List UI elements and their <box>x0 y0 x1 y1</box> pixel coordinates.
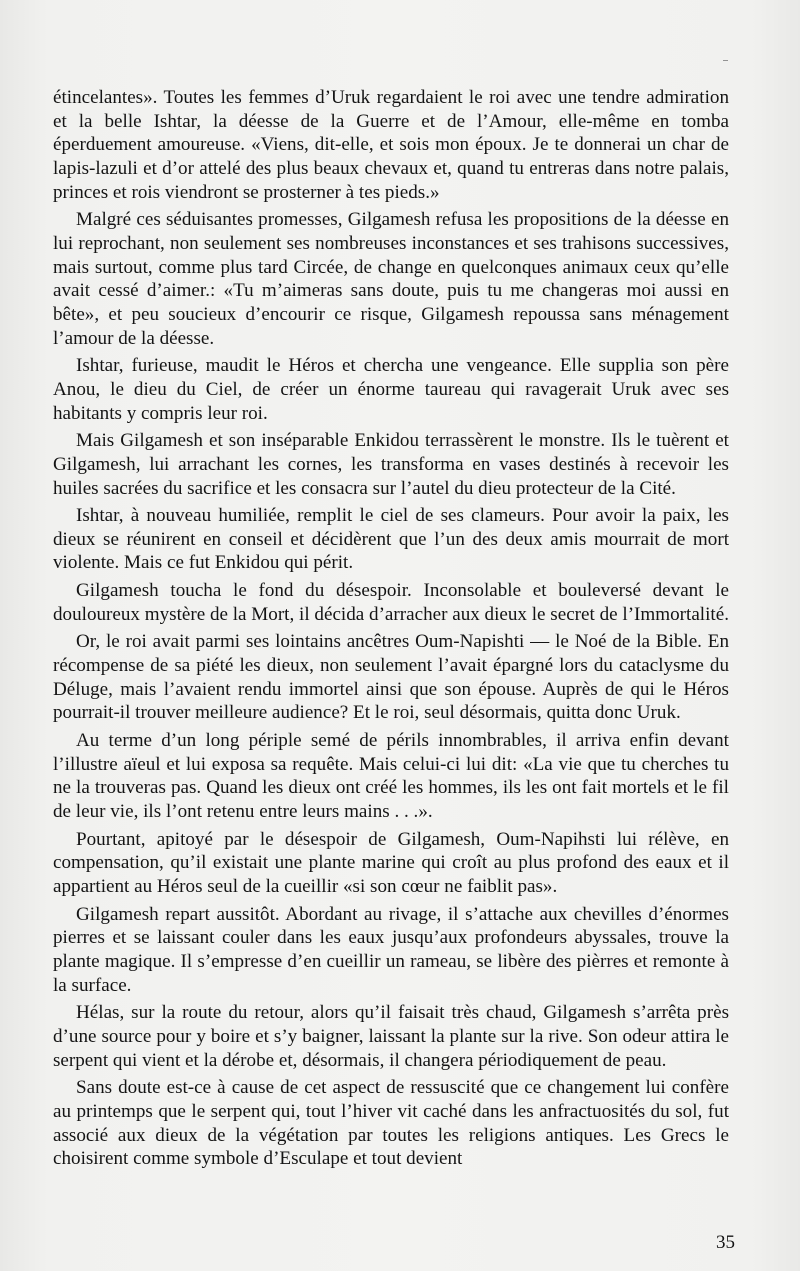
paragraph-5: Ishtar, à nouveau humiliée, remplit le ciel de ses clameurs. Pour avoir la paix, les dieux se réunirent en conseil et décidèrent que l’un des deux amis mourrait de mort violente. Mais ce fut Enkidou qui périt. <box>53 505 729 574</box>
paragraph-7: Or, le roi avait parmi ses lointains ancêtres Oum-Napishti — le Noé de la Bible. En récompense de sa piété les dieux, non seulement l’avait épargné lors du cataclysme du Déluge, mais l’avaient rendu immortel ainsi que son épouse. Auprès de qui le Héros pourrait-il trouver meilleure audience? Et le roi, seul désormais, quitta donc Uruk. <box>53 631 729 724</box>
paragraph-2: Malgré ces séduisantes promesses, Gilgamesh refusa les propositions de la déesse en lui reprochant, non seulement ses nombreuses inconstances et ses trahisons successives, mais surtout, comme plus tard Circée, de change en quelconques animaux ceux qu’elle avait cessé d’aimer.: «Tu m’aimeras sans doute, puis tu me changeras moi aussi en bête», et peu soucieux d’encourir ce risque, Gilgamesh repoussa sans ménagement l’amour de la déesse. <box>53 209 729 349</box>
paragraph-6: Gilgamesh toucha le fond du désespoir. Inconsolable et bouleversé devant le douloureux mystère de la Mort, il décida d’arracher aux dieux le secret de l’Immortalité. <box>53 580 729 625</box>
scan-mark <box>723 60 728 61</box>
paragraph-10: Gilgamesh repart aussitôt. Abordant au rivage, il s’attache aux chevilles d’énormes pierres et se laissant couler dans les eaux jusqu’aux profondeurs abyssales, trouve la plante magique. Il s’empresse d’en cueillir un rameau, se libère des pièrres et remonte à la surface. <box>53 903 729 996</box>
paragraph-8: Au terme d’un long périple semé de périls innombrables, il arriva enfin devant l’illustre aïeul et lui exposa sa requête. Mais celui-ci lui dit: «La vie que tu cherches tu ne la trouveras pas. Quand les dieux ont créé les hommes, ils les ont fait mortels et le fil de leur vie, ils l’ont retenu entre leurs mains . . .». <box>53 730 729 823</box>
paragraph-3: Ishtar, furieuse, maudit le Héros et chercha une vengeance. Elle supplia son père Anou, le dieu du Ciel, de créer un énorme taureau qui ravagerait Uruk avec ses habitants y compris leur roi. <box>53 355 729 424</box>
paragraph-11: Hélas, sur la route du retour, alors qu’il faisait très chaud, Gilgamesh s’arrêta près d’une source pour y boire et s’y baigner, laissant la plante sur la rive. Son odeur attira le serpent qui vient et la dérobe et, désormais, il changera périodiquement de peau. <box>53 1002 729 1071</box>
paragraph-4: Mais Gilgamesh et son inséparable Enkidou terrassèrent le monstre. Ils le tuèrent et Gilgamesh, lui arrachant les cornes, les transforma en vases destinés à recevoir les huiles sacrées du sacrifice et les consacra sur l’autel du dieu protecteur de la Cité. <box>53 430 729 499</box>
paragraph-1: étincelantes». Toutes les femmes d’Uruk regardaient le roi avec une tendre admiration et la belle Ishtar, la déesse de la Guerre et de l’Amour, elle-même en tomba éperduement amoureuse. «Viens, dit-elle, et sois mon époux. Je te donnerai un char de lapis-lazuli et d’or attelé des plus beaux chevaux et, quand tu entreras dans notre palais, princes et rois viendront se prosterner à tes pieds.» <box>53 87 729 203</box>
paragraph-12: Sans doute est-ce à cause de cet aspect de ressuscité que ce changement lui confère au printemps que le serpent qui, tout l’hiver vit caché dans les anfractuosités du sol, fut associé aux dieux de la végétation par toutes les religions antiques. Les Grecs le choisirent comme symbole d’Esculape et tout devient <box>53 1077 729 1170</box>
page-number: 35 <box>716 1232 735 1253</box>
paragraph-9: Pourtant, apitoyé par le désespoir de Gilgamesh, Oum-Napihsti lui rélève, en compensation, qu’il existait une plante marine qui croît au plus profond des eaux et il appartient au Héros seul de la cueillir «si son cœur ne faiblit pas». <box>53 828 729 897</box>
body-text <box>53 86 729 1175</box>
